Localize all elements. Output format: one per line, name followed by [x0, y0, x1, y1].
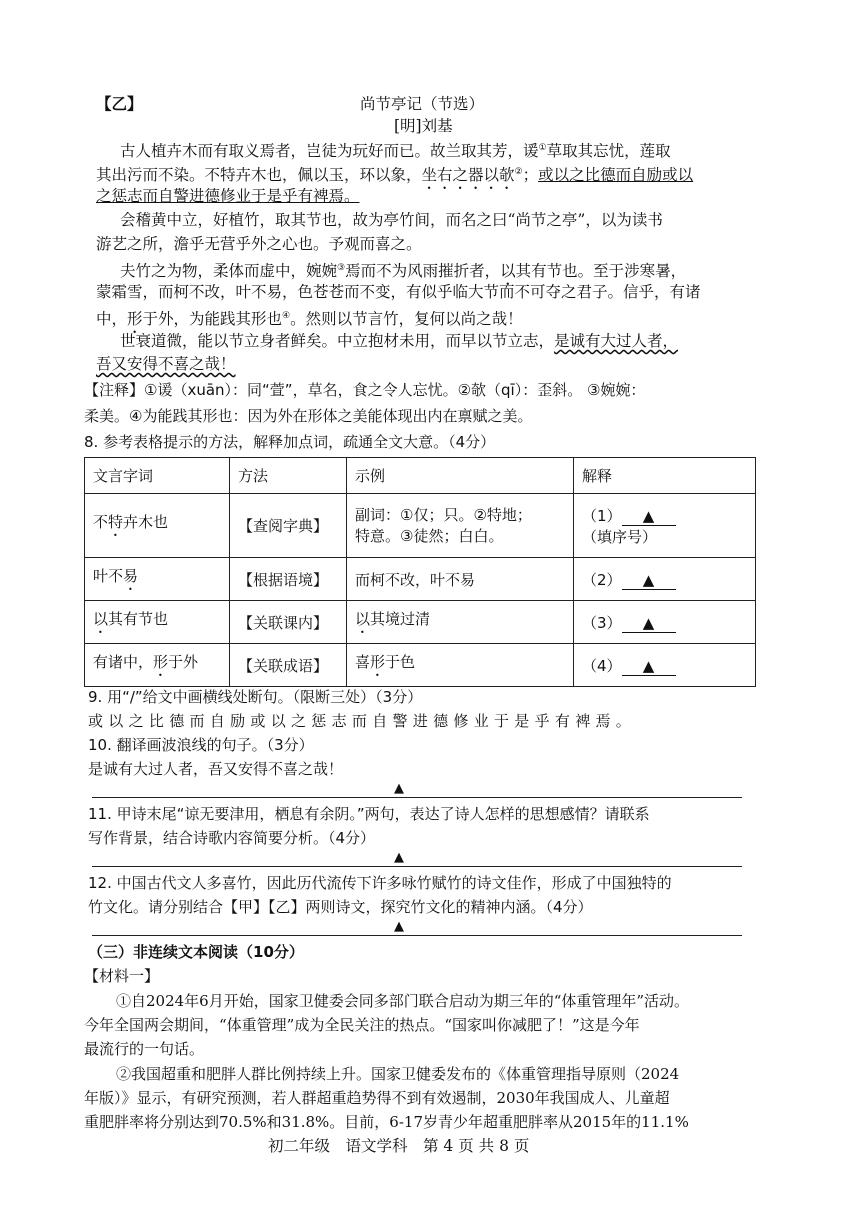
- section-label: 【乙】: [96, 94, 143, 113]
- passage-line: 吾又安得不喜之哉！: [96, 355, 236, 373]
- table-cell-method: 【根据语境】: [230, 558, 347, 601]
- passage-line: 夫竹之为物，柔体而虚中，婉婉③焉而不为风雨摧折者，以其有节也。至于涉寒暑，: [120, 262, 687, 281]
- material-line: ①自2024年6月开始，国家卫健委会同多部门联合启动为期三年的“体重管理年”活动。: [116, 992, 690, 1010]
- table-cell-word: 以其有节也: [85, 601, 230, 644]
- answer-marker: ▲: [394, 850, 404, 865]
- passage-line: 其出污而不染。不特卉木也，佩以玉，环以象，坐右之器以欹②；或以之比德而自励或以: [96, 166, 694, 185]
- passage-line: 世衰道微，能以节立身者鲜矣。中立抱材未用，而早以节立志，是诚有大过人者，: [120, 332, 679, 350]
- notes-line: 柔美。④为能践其形也：因为外在形体之美能体现出内在禀赋之美。: [84, 407, 533, 425]
- answer-marker: ▲: [394, 919, 404, 934]
- table-cell-method: 【关联成语】: [230, 644, 347, 687]
- table-header: 方法: [230, 458, 347, 494]
- table-cell-answer: （3） ▲: [574, 601, 756, 644]
- passage-line: 之惩志而自警进德修业于是乎有裨焉。: [96, 187, 360, 205]
- table-row: [85, 601, 756, 644]
- passage-title: 尚节亭记（节选）: [360, 95, 485, 113]
- passage-author: [明]刘基: [394, 117, 453, 135]
- answer-blank[interactable]: ▲: [622, 507, 676, 526]
- table-row: [85, 558, 756, 601]
- passage-line: 蒙霜雪，而柯不改，叶不易，色苍苍而不变，有似乎临大节而不可夺之君子。信乎，有诸: [96, 283, 701, 301]
- question-10-sentence: 是诚有大过人者，吾又安得不喜之哉！: [88, 760, 344, 778]
- question-11-line: 11. 甲诗末尾“谅无要津用，栖息有余阴。”两句，表达了诗人怎样的思想感情？请联系: [88, 805, 650, 823]
- passage-line: 会稽黄中立，好植竹，取其节也，故为亭竹间，而名之曰“尚节之亭”，以为读书: [120, 211, 663, 229]
- table-header: 文言字词: [85, 458, 230, 494]
- question-12-line: 竹文化。请分别结合【甲】【乙】两则诗文，探究竹文化的精神内涵。（4分）: [88, 898, 593, 916]
- answer-line[interactable]: [92, 797, 742, 798]
- table-cell-word: 不特卉木也: [85, 494, 230, 558]
- material-line: 重肥胖率将分别达到70.5%和31.8%。目前，6-17岁青少年超重肥胖率从2015年的11.1%: [84, 1113, 689, 1131]
- table-cell-answer: （2） ▲: [574, 558, 756, 601]
- table-header: 示例: [347, 458, 574, 494]
- passage-line: 古人植卉木而有取义焉者，岂徒为玩好而已。故兰取其芳，谖①草取其忘忧，莲取: [120, 142, 671, 161]
- answer-line[interactable]: [92, 935, 742, 936]
- answer-line[interactable]: [92, 866, 742, 867]
- answer-blank[interactable]: ▲: [622, 614, 676, 633]
- material-line: ②我国超重和肥胖人群比例持续上升。国家卫健委发布的《体重管理指导原则（2024: [116, 1065, 680, 1083]
- passage-line: 中，形于外，为能践其形也④。然则以节言竹，复何以尚之哉！: [96, 310, 523, 329]
- table-cell-example: 而柯不改，叶不易: [347, 558, 574, 601]
- example-line: 副词：①仅；只。②特地；: [355, 505, 532, 524]
- table-cell-word: 有诸中，形于外: [85, 644, 230, 687]
- table-cell-answer: （4） ▲: [574, 644, 756, 687]
- table-cell-word: 叶不易: [85, 558, 230, 601]
- table-cell-answer: （1） ▲（填序号）: [574, 494, 756, 558]
- table-cell-example: 喜形于色: [347, 644, 574, 687]
- section-heading: （三）非连续文本阅读（10分）: [88, 943, 304, 961]
- material-line: 最流行的一句话。: [84, 1040, 205, 1058]
- passage-line: 游艺之所，澹乎无营乎外之心也。予观而喜之。: [96, 235, 422, 253]
- example-line: 特意。③徒然；白白。: [355, 526, 504, 545]
- notes-line: 【注释】①谖（xuān）：同“萱”，草名，食之令人忘忧。②欹（qī）：歪斜。 ③婉婉：: [84, 381, 646, 399]
- q8-table: [84, 457, 756, 687]
- table-row: [85, 494, 756, 558]
- table-cell-example: [347, 494, 574, 558]
- table-header: 解释: [574, 458, 756, 494]
- answer-blank[interactable]: ▲: [622, 657, 676, 676]
- page-footer: 初二年级 语文学科 第 4 页 共 8 页: [268, 1137, 530, 1155]
- table-cell-method: 【查阅字典】: [230, 494, 347, 558]
- question-11-line: 写作背景，结合诗歌内容简要分析。（4分）: [88, 829, 376, 847]
- question-12-line: 12. 中国古代文人多喜竹，因此历代流传下许多咏竹赋竹的诗文佳作，形成了中国独特的: [88, 874, 672, 892]
- question-8-prompt: 8. 参考表格提示的方法，解释加点词，疏通全文大意。（4分）: [84, 433, 496, 451]
- material-line: 今年全国两会期间，“体重管理”成为全民关注的热点。“国家叫你减肥了！”这是今年: [84, 1016, 640, 1034]
- table-cell-method: 【关联课内】: [230, 601, 347, 644]
- table-header-row: [85, 458, 756, 494]
- answer-blank[interactable]: ▲: [622, 571, 676, 590]
- table-cell-example: 以其境过清: [347, 601, 574, 644]
- answer-marker: ▲: [394, 781, 404, 796]
- question-10-prompt: 10. 翻译画波浪线的句子。（3分）: [88, 736, 314, 754]
- table-row: [85, 644, 756, 687]
- question-9-prompt: 9. 用“/”给文中画横线处断句。（限断三处）（3分）: [88, 688, 423, 706]
- question-9-sentence: 或以之比德而自励或以之惩志而自警进德修业于是乎有裨焉。: [88, 712, 637, 730]
- material-label: 【材料一】: [84, 967, 160, 985]
- material-line: 年版）》显示，有研究预测，若人群超重趋势得不到有效遏制，2030年我国成人、儿童超: [84, 1089, 670, 1107]
